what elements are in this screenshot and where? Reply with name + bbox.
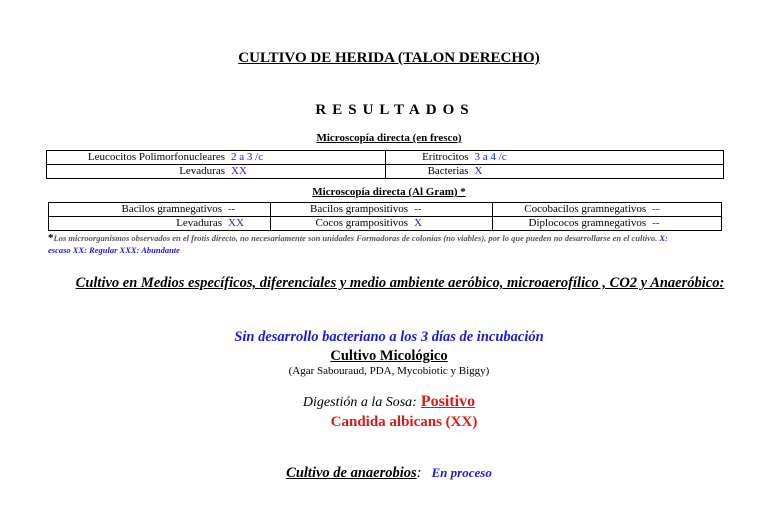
organism-result: Candida albicans (XX)	[330, 414, 478, 430]
gram-microscopy-table	[48, 202, 722, 231]
anaerobes-separator: :	[416, 465, 422, 481]
cell-value: --	[228, 203, 236, 215]
table-cell	[271, 203, 493, 217]
table-cell	[47, 151, 386, 165]
cell-label: Bacilos gramnegativos	[121, 203, 222, 215]
culture-result-text: Sin desarrollo bacteriano a los 3 días de incubación	[234, 329, 544, 345]
digestion-label: Digestión a la Sosa:	[302, 395, 417, 410]
digestion-line	[0, 393, 778, 411]
cell-label: Cocos grampositivos	[315, 217, 409, 229]
cell-value: XX	[231, 165, 247, 177]
cell-label: Cocobacilos gramnegativos	[524, 203, 647, 215]
table-cell	[385, 165, 724, 179]
table-row	[47, 151, 724, 165]
table-cell	[493, 203, 722, 217]
mycology-heading: Cultivo Micológico	[330, 348, 448, 364]
cell-value: XX	[228, 217, 244, 229]
table-cell	[385, 151, 724, 165]
cell-value: 2 a 3 /c	[231, 151, 264, 163]
cell-label: Levaduras	[176, 217, 222, 229]
table-cell	[493, 217, 722, 231]
anaerobes-value: En proceso	[431, 465, 492, 480]
table-row	[49, 217, 722, 231]
cell-value: --	[652, 217, 660, 229]
cell-label: Levaduras	[179, 165, 225, 177]
gram-microscopy-heading: Microscopía directa (Al Gram) *	[312, 186, 466, 198]
table-cell	[47, 165, 386, 179]
cell-label: Diplococos gramnegativos	[528, 217, 647, 229]
results-heading: RESULTADOS	[315, 102, 475, 118]
mycology-heading-line	[0, 347, 778, 365]
anaerobes-line	[0, 464, 778, 482]
cell-label: Bacilos grampositivos	[310, 203, 409, 215]
cell-label: Bacterias	[427, 165, 469, 177]
fresh-microscopy-heading: Microscopía directa (en fresco)	[316, 132, 462, 144]
cell-value: --	[652, 203, 660, 215]
table-row	[49, 203, 722, 217]
fresh-microscopy-table	[46, 150, 724, 179]
cell-value: X	[474, 165, 483, 177]
organism-line	[0, 413, 778, 431]
digestion-value: Positivo	[420, 393, 476, 410]
table-row	[47, 165, 724, 179]
cell-value: X	[414, 217, 423, 229]
table-cell	[49, 203, 271, 217]
culture-media-heading: Cultivo en Medios específicos, diferenciales y medio ambiente aeróbico, microaerofílico , CO2 y Anaeróbico:	[75, 275, 725, 291]
table-cell	[271, 217, 493, 231]
anaerobes-label: Cultivo de anaerobios	[286, 465, 417, 481]
culture-result	[0, 329, 778, 346]
footnote	[48, 232, 688, 256]
footnote-legend: X: escaso XX: Regular XXX: Abundante	[48, 233, 668, 255]
cell-value: 3 a 4 /c	[474, 151, 507, 163]
table-cell	[49, 217, 271, 231]
report-title: CULTIVO DE HERIDA (TALON DERECHO)	[238, 50, 540, 66]
cell-value: --	[414, 203, 422, 215]
mycology-media: (Agar Sabouraud, PDA, Mycobiotic y Biggy)	[288, 365, 490, 377]
footnote-star: *	[48, 232, 54, 244]
cell-label: Leucocitos Polimorfonucleares	[87, 151, 225, 163]
footnote-text: Los microorganismos observados en el frotis directo, no necesariamente son unidades Formadoras de colonias (no viables), por lo que pueden no desarrollarse en el cultivo.	[53, 233, 658, 243]
cell-label: Eritrocitos	[422, 151, 469, 163]
